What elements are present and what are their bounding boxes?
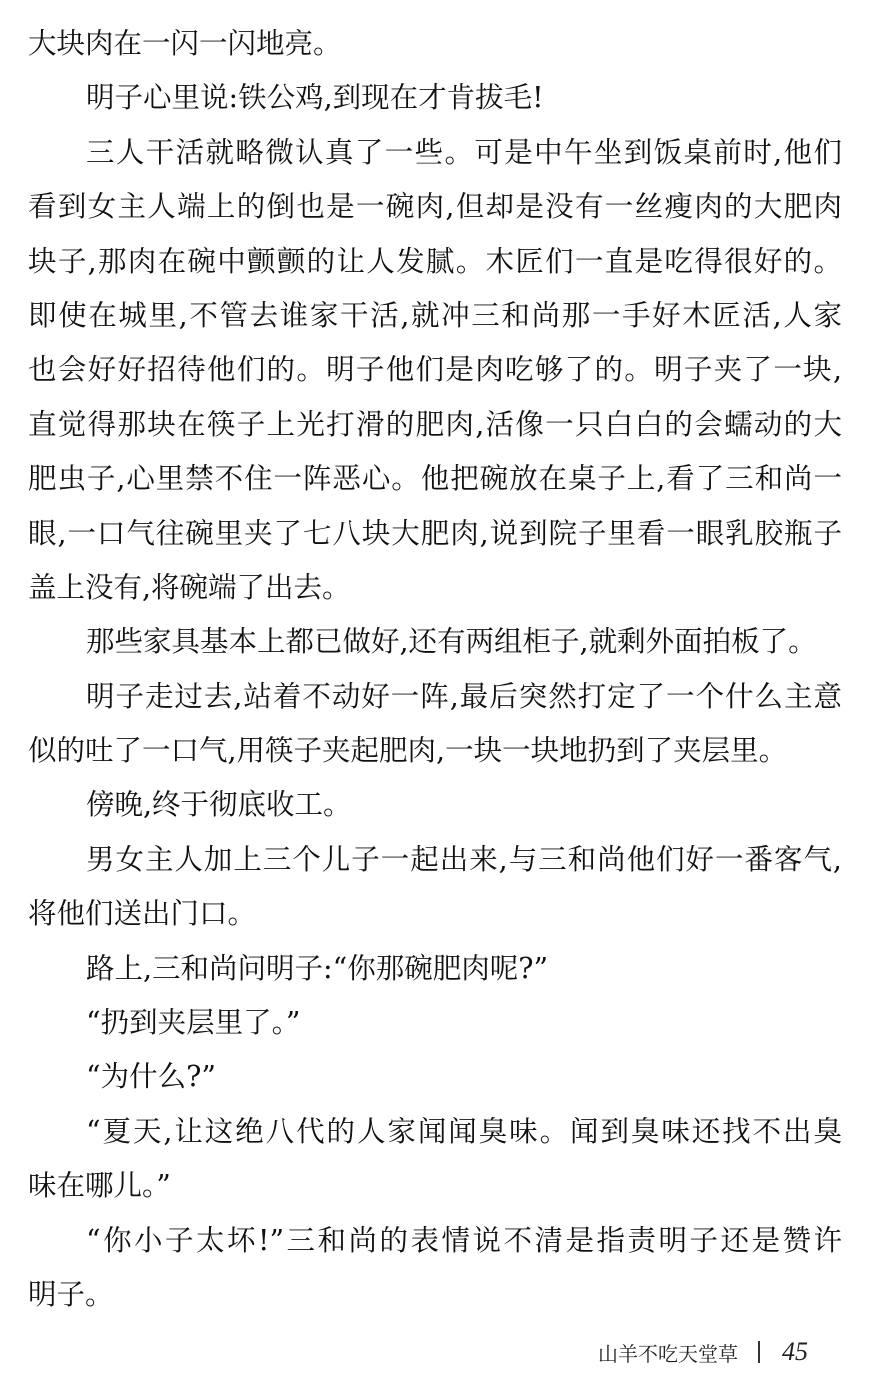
text-line: 即使在城里,不管去谁家干活,就冲三和尚那一手好木匠活,人家 (28, 298, 842, 332)
text-line: “扔到夹层里了。” (86, 1006, 301, 1040)
paragraph (28, 17, 842, 71)
paragraph (28, 71, 842, 125)
text-line: 味在哪儿。” (28, 1169, 171, 1203)
paragraph (28, 942, 842, 996)
page-footer (598, 1334, 808, 1370)
paragraph (28, 833, 842, 942)
paragraph (28, 1105, 842, 1214)
paragraph (28, 778, 842, 832)
text-line: 直觉得那块在筷子上光打滑的肥肉,活像一只白白的会蠕动的大 (28, 407, 842, 441)
running-title: 山羊不吃天堂草 (598, 1341, 738, 1366)
text-line: “夏天,让这绝八代的人家闻闻臭味。闻到臭味还找不出臭 (86, 1114, 842, 1148)
text-line: 明子走过去,站着不动好一阵,最后突然打定了一个什么主意 (86, 679, 842, 713)
text-line: 也会好好招待他们的。明子他们是肉吃够了的。明子夹了一块, (28, 353, 842, 387)
paragraph (28, 996, 842, 1050)
text-line: 三人干活就略微认真了一些。可是中午坐到饭桌前时,他们 (86, 135, 842, 169)
text-line: 那些家具基本上都已做好,还有两组柜子,就剩外面拍板了。 (86, 625, 817, 659)
paragraph (28, 615, 842, 669)
text-line: 眼,一口气往碗里夹了七八块大肥肉,说到院子里看一眼乳胶瓶子 (28, 516, 842, 550)
paragraph (28, 1050, 842, 1104)
text-line: 看到女主人端上的倒也是一碗肉,但却是没有一丝瘦肉的大肥肉 (28, 190, 842, 224)
text-line: 明子心里说:铁公鸡,到现在才肯拔毛! (86, 81, 544, 115)
footer-divider (758, 1341, 760, 1363)
paragraph (28, 126, 842, 616)
text-line: “你小子太坏!”三和尚的表情说不清是指责明子还是赞许 (86, 1223, 842, 1257)
text-line: 将他们送出门口。 (28, 897, 257, 931)
text-line: 傍晚,终于彻底收工。 (86, 788, 352, 822)
text-line: 男女主人加上三个儿子一起出来,与三和尚他们好一番客气, (86, 842, 842, 876)
text-line: 明子。 (28, 1277, 114, 1311)
text-line: 块子,那肉在碗中颤颤的让人发腻。木匠们一直是吃得很好的。 (28, 244, 842, 278)
text-line: 路上,三和尚问明子:“你那碗肥肉呢?” (86, 951, 549, 985)
body-text (28, 17, 842, 1322)
page-number: 45 (782, 1337, 808, 1366)
text-line: 肥虫子,心里禁不住一阵恶心。他把碗放在桌子上,看了三和尚一 (28, 462, 842, 496)
text-line: 似的吐了一口气,用筷子夹起肥肉,一块一块地扔到了夹层里。 (28, 734, 788, 768)
text-line: 大块肉在一闪一闪地亮。 (28, 27, 342, 60)
paragraph (28, 1214, 842, 1323)
paragraph (28, 670, 842, 779)
text-line: 盖上没有,将碗端了出去。 (28, 570, 351, 604)
text-line: “为什么?” (86, 1060, 216, 1094)
